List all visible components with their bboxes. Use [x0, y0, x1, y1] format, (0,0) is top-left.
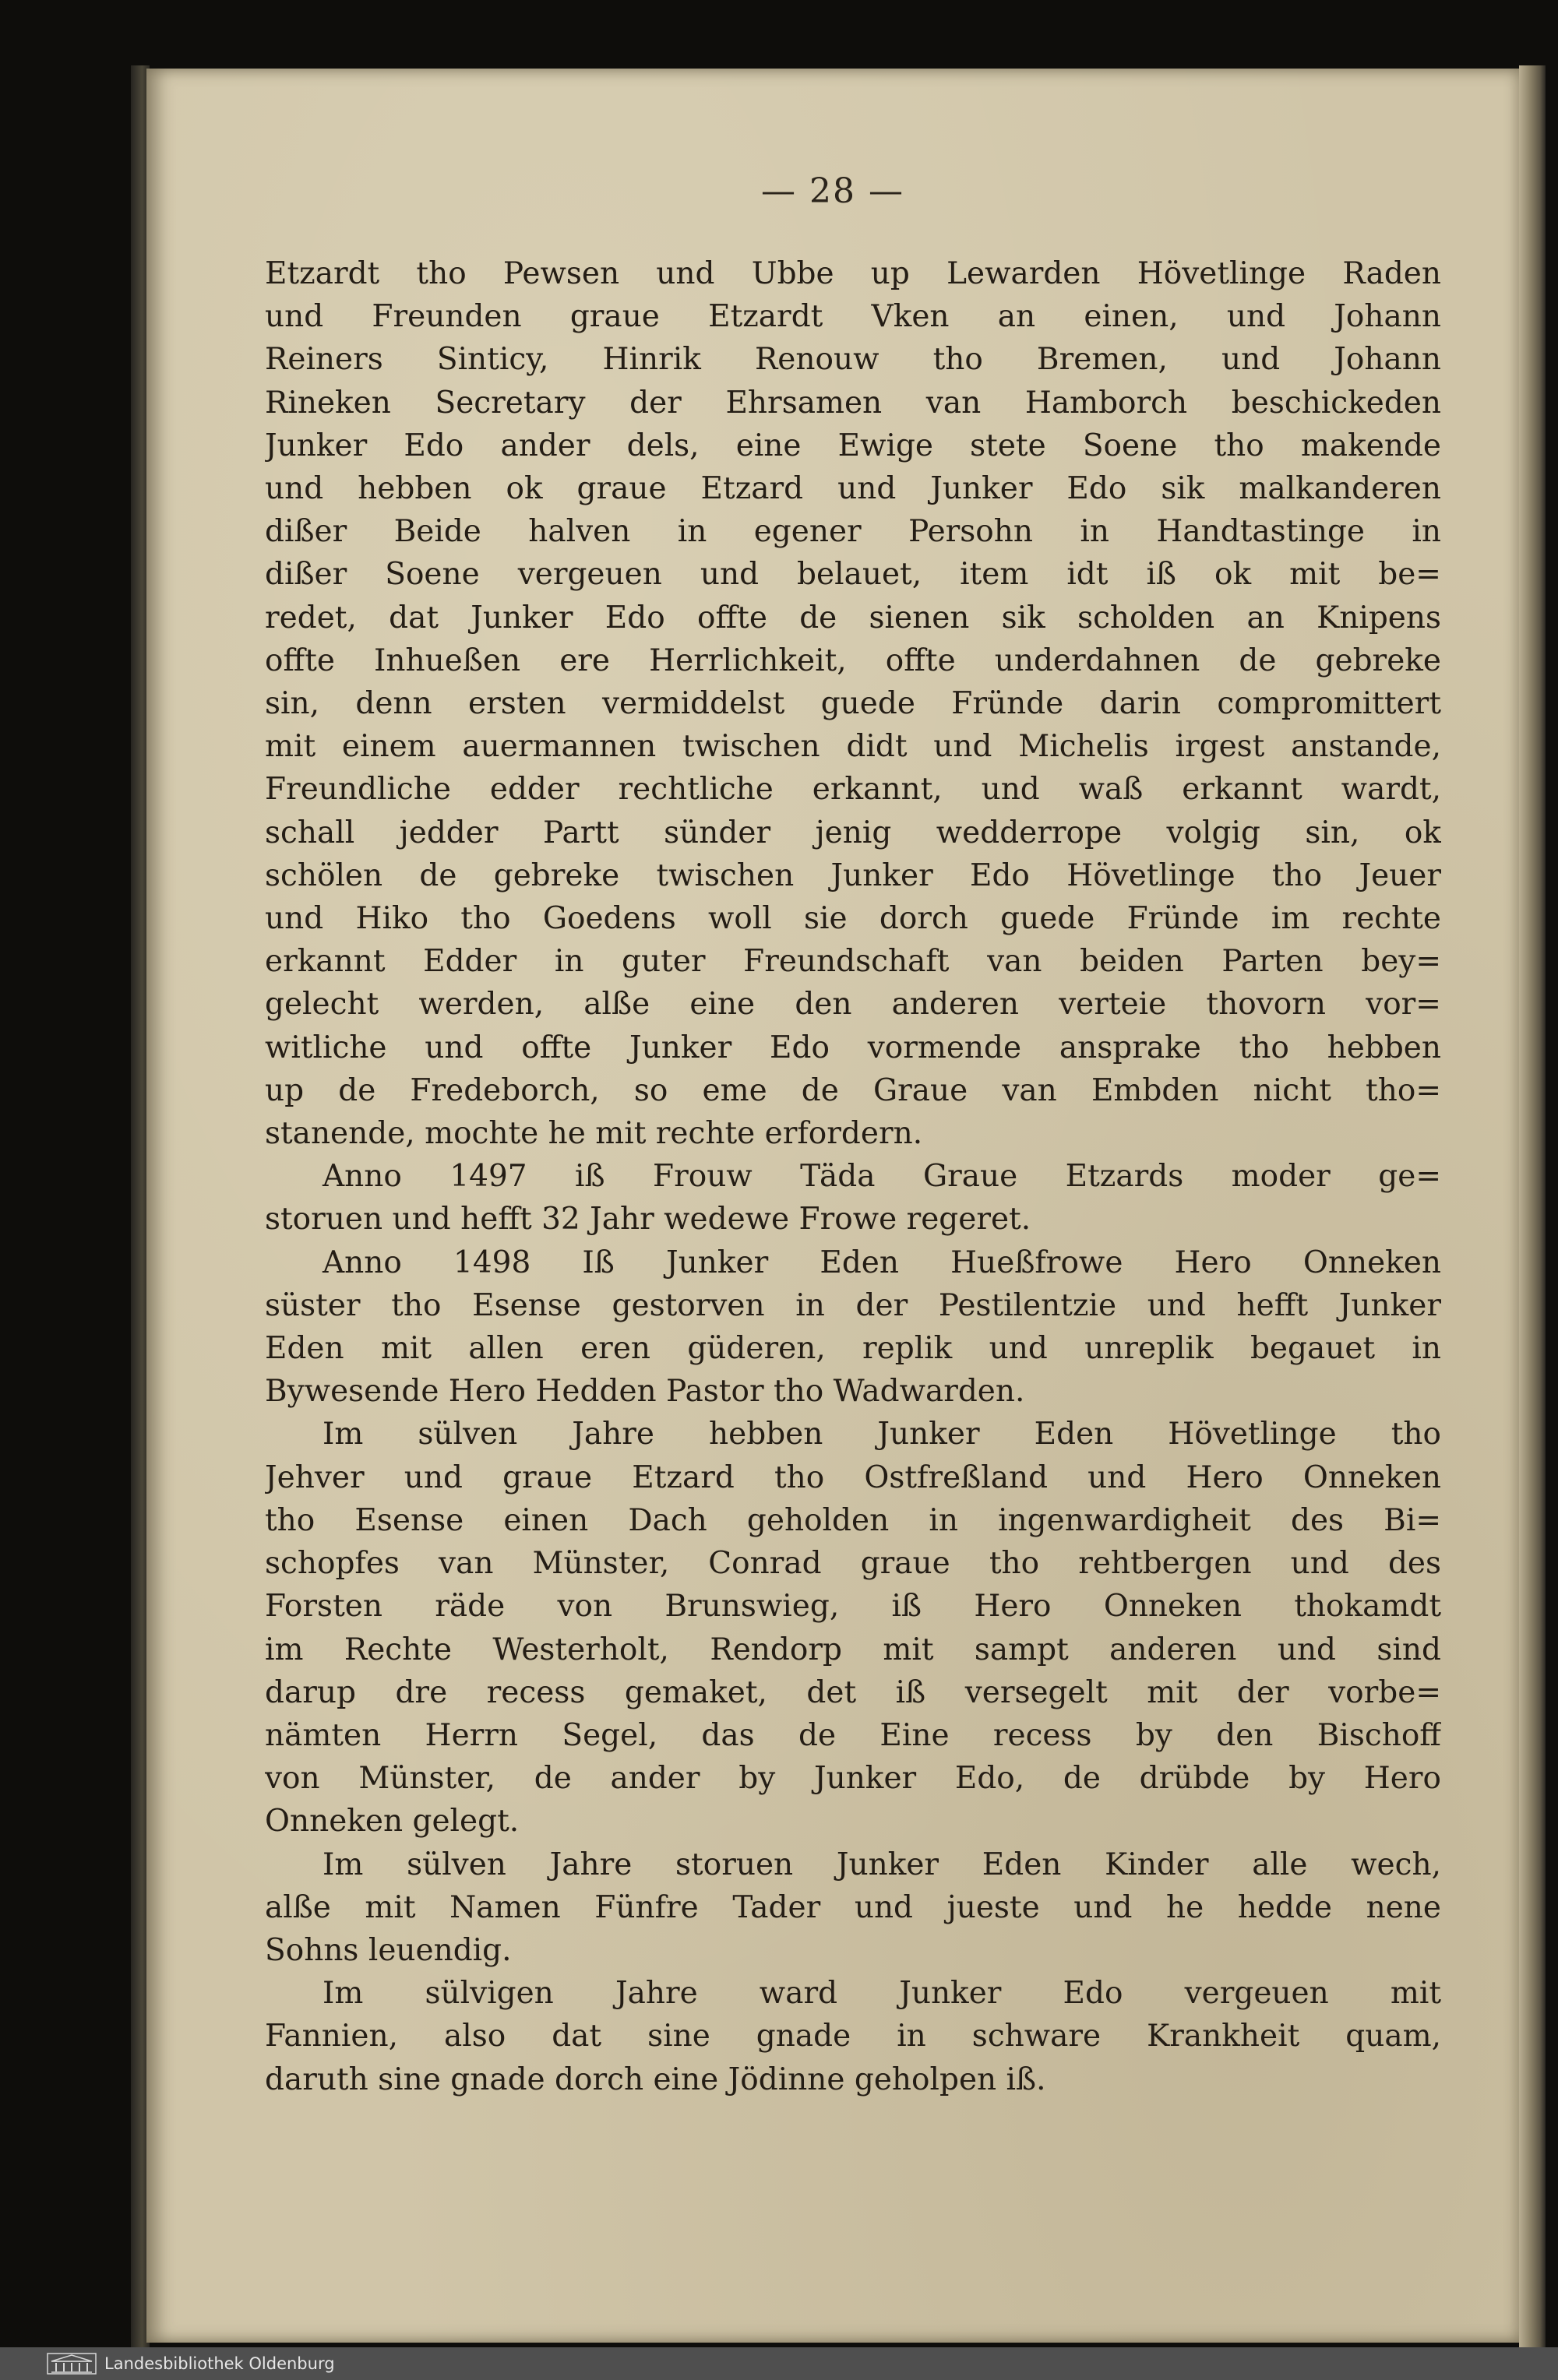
text-line: schölen de gebreke twischen Junker Edo Hövetlinge tho Jeuer [265, 857, 1441, 893]
paragraph [265, 1843, 1441, 1973]
text-line: dißer Soene vergeuen und belauet, item idt iß ok mit be= [265, 557, 1441, 593]
text-line: witliche und offte Junker Edo vormende ansprake tho hebben [265, 1030, 1441, 1065]
text-line: Im sülven Jahre hebben Junker Eden Hövetlinge tho [323, 1417, 1441, 1452]
text-line: erkannt Edder in guter Freundschaft van beiden Parten bey= [265, 944, 1441, 980]
paragraph [265, 1413, 1441, 1843]
paragraph [265, 1972, 1441, 2101]
library-building-icon [47, 2353, 97, 2375]
text-line: Im sülvigen Jahre ward Junker Edo vergeuen mit [323, 1976, 1441, 2012]
text-line: up de Fredeborch, so eme de Graue van Embden nicht tho= [265, 1072, 1441, 1108]
text-line: von Münster, de ander by Junker Edo, de drübde by Hero [265, 1761, 1441, 1797]
text-line: Freundliche edder rechtliche erkannt, und waß erkannt wardt, [265, 772, 1441, 808]
text-line: Forsten räde von Brunswieg, iß Hero Onneken thokamdt [265, 1589, 1441, 1625]
text-line: Anno 1498 Iß Junker Eden Hueßfrowe Hero Onneken [323, 1245, 1441, 1280]
text-line: stanende, mochte he mit rechte erfordern. [265, 1116, 923, 1152]
page-number: — 28 — [761, 171, 904, 211]
text-line: tho Esense einen Dach geholden in ingenwardigheit des Bi= [265, 1502, 1441, 1538]
text-line: storuen und hefft 32 Jahr wedewe Frowe regeret. [265, 1202, 1031, 1238]
text-line: Im sülven Jahre storuen Junker Eden Kinder alle wech, [323, 1847, 1441, 1882]
page-edge [1519, 65, 1546, 2347]
text-line: daruth sine gnade dorch eine Jödinne geholpen iß. [265, 2061, 1046, 2097]
text-line: Anno 1497 iß Frouw Täda Graue Etzards moder ge= [323, 1159, 1441, 1195]
text-line: offte Inhueßen ere Herrlichkeit, offte underdahnen de gebreke [265, 643, 1441, 678]
text-line: schopfes van Münster, Conrad graue tho rehtbergen und des [265, 1546, 1441, 1582]
text-line: Rineken Secretary der Ehrsamen van Hamborch beschickeden [265, 385, 1441, 421]
text-line: sin, denn ersten vermiddelst guede Fründe darin compromittert [265, 686, 1441, 722]
text-line: alße mit Namen Fünfre Tader und jueste und he hedde nene [265, 1889, 1441, 1925]
text-line: redet, dat Junker Edo offte de sienen sik scholden an Knipens [265, 600, 1441, 635]
footer-bar [0, 2347, 1558, 2380]
text-line: und hebben ok graue Etzard und Junker Edo sik malkanderen [265, 471, 1441, 507]
library-name: Landesbibliothek Oldenburg [104, 2354, 335, 2373]
text-line: Eden mit allen eren güderen, replik und unreplik begauet in [265, 1331, 1441, 1367]
text-line: Sohns leuendig. [265, 1932, 512, 1968]
text-line: gelecht werden, alße eine den anderen verteie thovorn vor= [265, 987, 1441, 1023]
text-line: Fannien, also dat sine gnade in schware Krankheit quam, [265, 2019, 1441, 2054]
text-line: Etzardt tho Pewsen und Ubbe up Lewarden Hövetlinge Raden [265, 256, 1441, 291]
text-line: Reiners Sinticy, Hinrik Renouw tho Bremen, und Johann [265, 342, 1441, 378]
text-block [265, 252, 1441, 2101]
text-line: Onneken gelegt. [265, 1804, 520, 1840]
text-line: Junker Edo ander dels, eine Ewige stete Soene tho makende [265, 428, 1441, 463]
text-line: süster tho Esense gestorven in der Pestilentzie und hefft Junker [265, 1287, 1441, 1323]
text-line: im Rechte Westerholt, Rendorp mit sampt anderen und sind [265, 1632, 1441, 1667]
text-line: Bywesende Hero Hedden Pastor tho Wadwarden. [265, 1374, 1025, 1410]
text-line: Jehver und graue Etzard tho Ostfreßland und Hero Onneken [265, 1459, 1441, 1495]
paragraph [265, 1241, 1441, 1414]
text-line: und Freunden graue Etzardt Vken an einen, und Johann [265, 299, 1441, 335]
book-page [146, 69, 1519, 2343]
text-line: und Hiko tho Goedens woll sie dorch guede Fründe im rechte [265, 901, 1441, 937]
paragraph [265, 1155, 1441, 1241]
text-line: schall jedder Partt sünder jenig wedderrope volgig sin, ok [265, 815, 1441, 850]
paragraph [265, 252, 1441, 1155]
text-line: mit einem auermannen twischen didt und Michelis irgest anstande, [265, 729, 1441, 765]
text-line: darup dre recess gemaket, det iß versegelt mit der vorbe= [265, 1674, 1441, 1710]
text-line: dißer Beide halven in egener Persohn in Handtastinge in [265, 514, 1441, 550]
text-line: nämten Herrn Segel, das de Eine recess by den Bischoff [265, 1717, 1441, 1753]
